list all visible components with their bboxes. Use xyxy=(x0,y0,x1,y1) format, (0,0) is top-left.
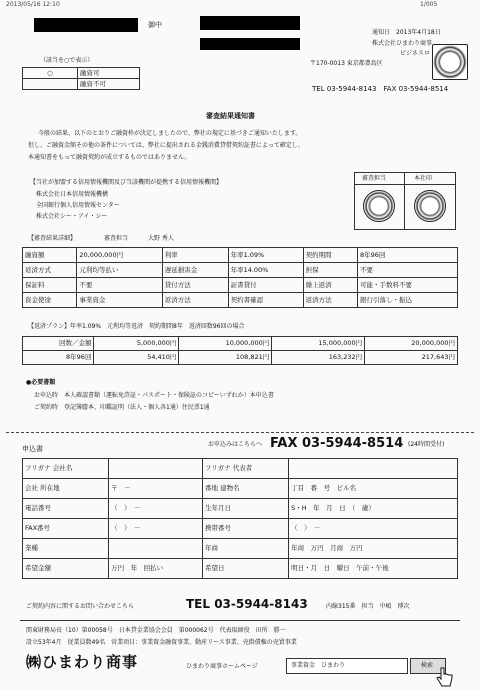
required-docs-heading: ●必要書類 xyxy=(26,379,56,386)
table-cell xyxy=(109,459,203,479)
fax-note: (24時間受付) xyxy=(408,441,445,448)
repayment-plan-table xyxy=(22,336,458,365)
headoffice-seal-icon xyxy=(414,190,446,222)
application-form-label: 申込書 xyxy=(22,445,43,453)
table-cell: （ ） － xyxy=(109,519,203,539)
terms-heading: 【審査結果詳細】 xyxy=(28,235,77,242)
document-title: 審査結果通知書 xyxy=(206,112,255,120)
table-row xyxy=(23,278,458,293)
table-cell: 電話番号 xyxy=(23,499,109,519)
redacted-field xyxy=(200,16,300,30)
table-cell: 〒 － xyxy=(109,479,203,499)
table-cell: 融資額 xyxy=(23,248,77,263)
required-docs-line: ご契約時 登記簿謄本、印鑑証明（法人・個人各1通）住民票1通 xyxy=(34,404,210,411)
table-cell: フリガナ 代表者 xyxy=(203,459,289,479)
table-row xyxy=(23,337,458,351)
officer-label: 審査担当 xyxy=(104,235,129,242)
stamp-label-reviewer: 審査担当 xyxy=(362,175,387,182)
table-cell: 契約期間 xyxy=(303,248,357,263)
footer-license-line: 関東財務局長（10）第00058号 日本貸金業協会会員 第000062号 代表取締役 田所 勝一 xyxy=(26,627,286,634)
company-name: 株式会社ひまわり商事 xyxy=(372,40,433,47)
table-cell: 生年月日 xyxy=(203,499,289,519)
table-cell: 217,643円 xyxy=(365,351,458,365)
table-cell: 回数／金額 xyxy=(23,337,94,351)
table-cell: 返済方法 xyxy=(303,293,357,308)
homepage-label: ひまわり商事ホームページ xyxy=(186,663,258,670)
table-cell: 163,232円 xyxy=(272,351,365,365)
loan-terms-table xyxy=(22,247,458,308)
officer-name: 大野 秀人 xyxy=(148,235,174,242)
table-cell: 年率14.00% xyxy=(228,263,303,278)
company-address: 〒170-0013 東京都豊島区 xyxy=(310,60,383,67)
table-cell: 証書貸付 xyxy=(228,278,303,293)
pointer-hand-icon xyxy=(436,666,454,688)
application-fax-number: FAX 03-5944-8514 xyxy=(270,436,404,451)
contact-prefix: ご契約内容に関するお問い合わせこちら xyxy=(26,603,135,610)
table-cell: 54,410円 xyxy=(94,351,179,365)
table-cell: 明日・月 日 曜日 午前・午後 xyxy=(289,559,458,579)
table-cell: 保証料 xyxy=(23,278,77,293)
table-cell: 遅延損害金 xyxy=(162,263,228,278)
table-cell: 資金使途 xyxy=(23,293,77,308)
table-cell: 年率1.09% xyxy=(228,248,303,263)
table-cell: 携帯番号 xyxy=(203,519,289,539)
stamp-label-headoffice: 本社印 xyxy=(414,175,433,182)
table-cell: 8年96回 xyxy=(357,248,457,263)
table-row xyxy=(23,459,458,479)
table-cell: 会社 所在地 xyxy=(23,479,109,499)
table-row xyxy=(23,499,458,519)
table-cell: 希望日 xyxy=(203,559,289,579)
table-cell: 返済方式 xyxy=(23,263,77,278)
table-cell: （ ） － xyxy=(109,499,203,519)
table-row xyxy=(23,559,458,579)
table-cell: 丁目 番 号 ビル名 xyxy=(289,479,458,499)
table-cell: 5,000,000円 xyxy=(94,337,179,351)
table-cell: 希望金額 xyxy=(23,559,109,579)
table-cell xyxy=(109,539,203,559)
table-cell: 銀行引落し・振込 xyxy=(357,293,457,308)
footer-company-line: 設立53年4月 従業員数49名 営業項目：事業資金融資事業、動産リース事業、売掛債権の売買事業 xyxy=(26,639,297,646)
application-form-table xyxy=(22,458,458,579)
table-row xyxy=(23,539,458,559)
table-cell: 不要 xyxy=(77,278,162,293)
table-cell: 20,000,000円 xyxy=(77,248,162,263)
table-row xyxy=(23,293,458,308)
table-row xyxy=(23,248,458,263)
fax-timestamp: 2013/05/16 12:10 xyxy=(6,1,60,8)
recipient-suffix: 御中 xyxy=(148,21,162,29)
table-cell: S・H 年 月 日 （ 歳） xyxy=(289,499,458,519)
company-seal-icon xyxy=(432,44,468,80)
intro-line: 本通知書をもって融資契約が成立するものではありません。 xyxy=(28,154,191,161)
intro-line: 但し、ご融資金額その他の条件については、弊社に提出される金銭消費貸借契約証書によって確定し、 xyxy=(28,142,304,149)
table-cell xyxy=(289,459,458,479)
contact-suffix: 内線315番 担当 中嶋 博次 xyxy=(326,603,410,610)
table-cell: 事業資金 xyxy=(77,293,162,308)
table-cell: 元利均等払い xyxy=(77,263,162,278)
redacted-field xyxy=(200,38,300,50)
table-cell: 番地 建物名 xyxy=(203,479,289,499)
table-cell: 20,000,000円 xyxy=(365,337,458,351)
credit-bureau-item: 株式会社日本信用情報機構 xyxy=(36,191,109,198)
table-cell: 利率 xyxy=(162,248,228,263)
table-row xyxy=(23,351,458,365)
table-cell: 貸付方法 xyxy=(162,278,228,293)
table-cell: 15,000,000円 xyxy=(272,337,365,351)
table-cell: 万円 年 回払い xyxy=(109,559,203,579)
company-phone-line: TEL 03-5944-8143 FAX 03-5944-8514 xyxy=(312,85,449,93)
fax-page-number: 1/005 xyxy=(420,1,438,8)
table-row xyxy=(23,479,458,499)
table-cell: 業種 xyxy=(23,539,109,559)
homepage-search-button[interactable]: 検索 xyxy=(410,658,446,674)
intro-line: 今般の結果、以下のとおりご融資枠が決定しましたので、弊社の規定に基づきご通知いたします。 xyxy=(38,130,302,137)
required-docs-line: お申込時 本人確認書類（運転免許証・パスポート・保険証のコピーいずれか）本申込書 xyxy=(34,392,274,399)
contact-tel: TEL 03-5944-8143 xyxy=(186,597,308,611)
homepage-search-input[interactable]: 事業資金 ひまわり xyxy=(286,658,408,674)
credit-bureau-heading: 【当社が加盟する信用情報機関及び当該機関が提携する信用情報機関】 xyxy=(30,179,223,186)
repayment-plan-heading: 【返済プラン】年率1.09% 元利均等返済 契約期間8年 返済回数96回の場合 xyxy=(28,323,245,330)
fax-prefix: お申込みはこちらへ xyxy=(208,441,263,448)
table-row: 融資不可 xyxy=(23,79,140,90)
table-cell: 返済方法 xyxy=(162,293,228,308)
table-cell: 年商 万円 月商 万円 xyxy=(289,539,458,559)
table-cell: 8年96回 xyxy=(23,351,94,365)
notice-date: 通知日 2013年4月18日 xyxy=(372,29,441,36)
table-cell: 年商 xyxy=(203,539,289,559)
table-cell: フリガナ 会社名 xyxy=(23,459,109,479)
table-cell: 契約書確認 xyxy=(228,293,303,308)
table-cell: FAX番号 xyxy=(23,519,109,539)
table-cell: 不要 xyxy=(357,263,457,278)
credit-bureau-item: 全国銀行個人信用情報センター xyxy=(36,202,120,209)
check-note: （該当を○で表示） xyxy=(40,57,94,64)
cut-line xyxy=(6,432,474,433)
table-cell: 繰上返済 xyxy=(303,278,357,293)
redacted-recipient xyxy=(34,18,138,32)
table-row xyxy=(23,519,458,539)
table-row xyxy=(23,263,458,278)
table-row: ○ 融資可 xyxy=(23,68,140,79)
table-cell: （ ） － xyxy=(289,519,458,539)
company-division: ビジネスロ xyxy=(400,50,430,57)
table-cell: 可能・手数料不要 xyxy=(357,278,457,293)
reviewer-seal-icon xyxy=(363,190,395,222)
table-cell: 10,000,000円 xyxy=(179,337,272,351)
approval-check-table xyxy=(22,67,140,90)
credit-bureau-item: 株式会社シー・アイ・シー xyxy=(36,213,108,220)
company-logo: ㈱ひまわり商事 xyxy=(26,653,139,671)
table-cell: 担保 xyxy=(303,263,357,278)
table-cell: 108,821円 xyxy=(179,351,272,365)
